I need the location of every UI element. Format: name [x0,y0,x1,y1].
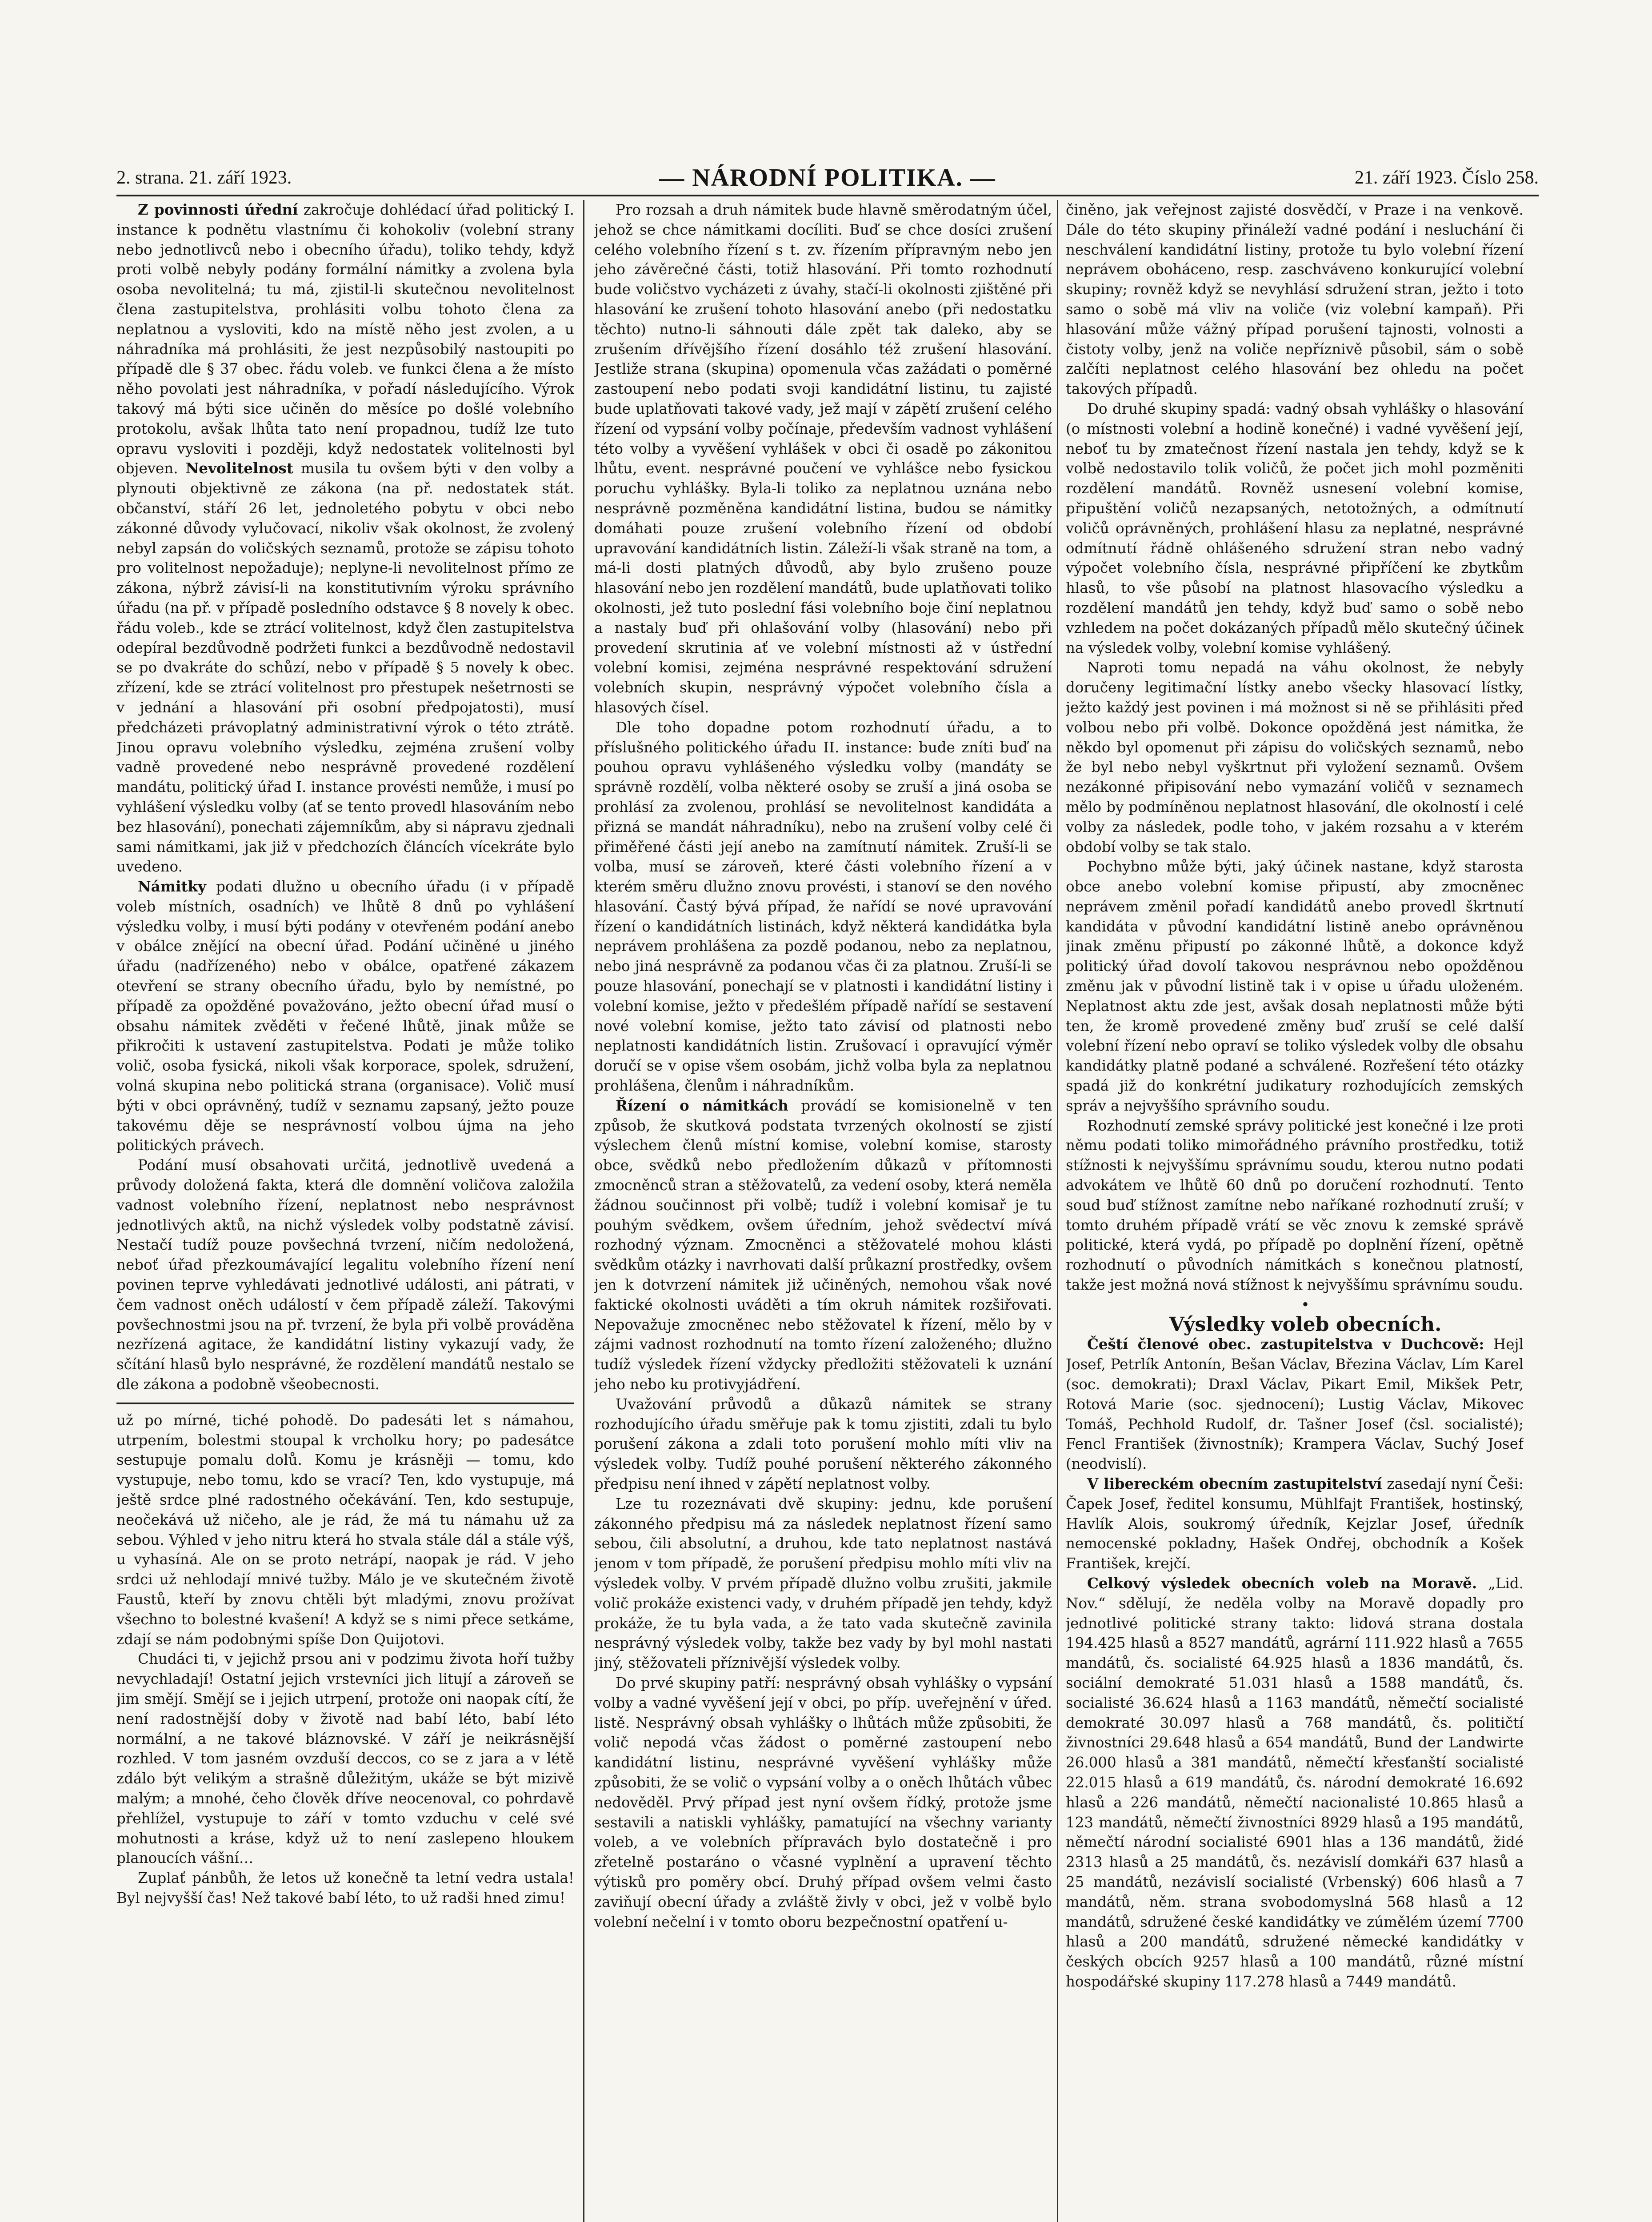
paragraph: Pochybno může býti, jaký účinek nastane, když starosta obce anebo volební komise připustí, aby zmocněnec neprávem změnil pořadí kandidátů anebo provedl škrtnutí kandidáta v původní kandidátní listině anebo oprávněnou jinak změnu připustí po zákonné lhůtě, a dokonce když politický úřad dovolí takovou nesprávnou nebo opožděnou změnu jak v původní listině tak i v opise u úřadu uloženém. Neplatnost aktu zde jest, avšak dosah neplatnosti může býti ten, že kromě provedené změny buď zruší se celé další volební řízení nebo opraví se toliko výsledek volby dle obsahu kandidátky platně podané a schválené. Rozřešení této otázky spadá již do konkrétní judikatury rozhodujících zemských správ a nejvyššího správního soudu. [1066,858,1524,1114]
page-number-date: 2. strana. 21. září 1923. [116,168,292,188]
lead-text: Z povinnosti úřední [138,201,298,218]
paragraph: Rozhodnutí zemské správy politické jest konečné i lze proti němu podati toliko mimořádného právního prostředku, totiž stížnosti k nejvyššímu správnímu soudu, kterou nutno podati advokátem ve lhůtě 60 dnů po doručení rozhodnutí. Tento soud buď stížnost zamítne nebo naříkané rozhodnutí zruší; v tomto druhém případě vrátí se věc znovu k zemské správě politické, která vydá, po případě po doplnění řízení, opětně rozhodnutí o původních námitkách s konečnou platností, takže jest možná nová stížnost k nejvyššímu správnímu soudu. [1066,1117,1524,1294]
paragraph-text: zakročuje dohlédací úřad politický I. instance k podnětu vlastnímu či kohokoliv (volební strany nebo jednotlivců nebo i obecního úřadu), toliko tehdy, když proti volbě nebyly podány formální námitky a zvolena byla osoba nevolitelná; tu má, zjistil-li skutečnou nevolitelnost člena zastupitelstva, prohlásiti volbu tohoto člena za neplatnou a vysloviti, kdo na místě něho jest zvolen, a u náhradníka má prohlásiti, že jest nezpůsobilý nastoupiti po případě dle § 37 obec. řádu voleb. ve funkci člena a že místo něho povolati jest náhradníka, v pořadí následujícího. Výrok takový má býti sice učiněn do měsíce po došlé volebního protokolu, avšak lhůta tato není propadnou, tudíž lze tuto opravu vysloviti i později, když nedostatek volitelnosti byl objeven. [116,201,574,477]
paragraph: Dle toho dopadne potom rozhodnutí úřadu, a to příslušného politického úřadu II. instance: bude zníti buď na pouhou opravu vyhlášeného výsledku volby (mandáty se správně rozdělí, volba některé osoby se zruší a jiná osoba se prohlásí za zvolenou, prohlásí se nevolitelnost kandidáta a přizná se mandát náhradníku), nebo na zrušení volby celé či přiměřené části její anebo na zamítnutí námitek. Zruší-li se volba, musí se zároveň, které části volebního řízení a v kterém směru dlužno znovu provésti, i stanoví se den nového hlasování. Častý bývá případ, že nařídí se nové upravování řízení o kandidátních listinách, když některá kandidátka byla neprávem prohlášena za pozdě podanou, nebo za neplatnou, nebo jiná nesprávně za podanou včas či za platnou. Zruší-li se pouze hlasování, ponechají se v platnosti i kandidátní listiny i volební komise, ježto v předešlém případě nařídí se sestavení nové volební komise, ježto tato závisí od platnosti nebo neplatnosti kandidátních listin. Zrušovací i opravující výměr doručí se v opise všem osobám, jichž volba byla za neplatnou prohlášena, členům i náhradníkům. [594,719,1052,1095]
paragraph [1066,1574,1524,1992]
feuilleton-paragraph: Zuplať pánbůh, že letos už konečně ta letní vedra ustala! Byl nejvyšší čas! Než takové babí léto, to už radši hned zimu! [116,1870,574,1906]
section-title: Výsledky voleb obecních. [1169,1313,1442,1336]
column-2 [594,200,1052,2222]
paragraph-text: Hejl Josef, Petrlík Antonín, Bešan Václav, Březina Václav, Lím Karel (soc. demokrati); Draxl Václav, Pikart Emil, Mikšek Petr, Rotová Marie (soc. sjednocení); Lustig Václav, Mikovec Tomáš, Pechhold Rudolf, dr. Tašner Josef (čsl. socialisté); Fencl František (živnostník); Krampera Václav, Suchý Josef (neodvislí). [1066,1336,1524,1473]
paragraph [594,1096,1052,1395]
issue-number: 21. září 1923. Číslo 258. [1354,168,1539,188]
newspaper-title: — NÁRODNÍ POLITIKA. — [659,164,996,192]
paragraph: Do druhé skupiny spadá: vadný obsah vyhlášky o hlasování (o místnosti volební a hodině konečné) i vadné vyvěšení její, neboť tu by zmatečnost řízení nastala jen tehdy, když se k volbě nedostavilo tolik voličů, že počet jich mohl pozměniti rozdělení mandátů. Rovněž usnesení volební komise, připuštění voličů nezapsaných, netotožných, a odmítnutí voličů oprávněných, prohlášení hlasu za neplatné, nesprávné odmítnutí řádně ohlášeného sdružení stran nebo vadný výpočet volebního čísla, nesprávné připříčení ke zbytkům hlasů, to vše působí na platnost hlasovacího výsledku a rozdělení mandátů jen tehdy, když buď samo o sobě nebo vzhledem na počet dokázaných případů mělo skutečný účinek na výsledek volby, volební komise vyhlášený. [1066,400,1524,656]
paragraph: Do prvé skupiny patří: nesprávný obsah vyhlášky o vypsání volby a vadné vyvěšení její v obci, po příp. uveřejnění v úřed. listě. Nesprávný obsah vyhlášky o lhůtách může způsobiti, že volič nepodá včas žádost o poměrné zastoupení nebo kandidátní listinu, nesprávné vyvěšení vyhlášky může způsobiti, že se volič o vypsání volby a o oněch lhůtách vůbec nedověděl. Prvý případ jest nyní ovšem řídký, protože jsme sestavili a natiskli vyhlášky, pamatující na všechny varianty voleb, a ve volebních přípravách bylo dostatečně i pro zřetelně postaráno o včasné vyplnění a upravení těchto výtisků pro poměry obcí. Druhý případ ovšem velmi často zaviňují obecní úřady a zvláště živly v obci, jež v volbě bylo volební nečelní i v tomto oboru bezpečnostní opatření u- [594,1674,1052,1930]
paragraph: Naproti tomu nepadá na váhu okolnost, že nebyly doručeny legitimační lístky anebo všecky hlasovací lístky, ježto každý jest povinen i má možnost si ně se přihlásiti před volbou nebo při volbě. Dokonce opožděná jest námitka, že někdo byl opomenut při zápisu do voličských seznamů, nebo že byl nebo nebyl vyškrtnut při vyložení seznamů. Ovšem nezákonné připisování nebo vymazání voličů v seznamech mělo by podmíněnou neplatnost hlasování, dle okolností i celé volby za následek, podle toho, v jakém rozsahu a v kterém období volby se tak stalo. [1066,659,1524,855]
lead-text: Celkový výsledek obecních voleb na Moravě. [1087,1574,1477,1592]
column-divider-1 [583,200,584,2222]
paragraph-text: „Lid. Nov.“ sdělují, že neděla volby na Moravě dopadly pro jednotlivé politické strany takto: lidová strana dostala 194.425 hlasů a 8527 mandátů, agrární 111.922 hlasů a 7655 mandátů, čs. socialisté 64.925 hlasů a 1836 mandátů, čs. sociální demokraté 51.031 hlasů a 1588 mandátů, čs. socialisté 36.624 hlasů a 1163 mandátů, němečtí socialisté demokraté 30.097 hlasů a 768 mandátů, čs. političtí živnostníci 29.648 hlasů a 654 mandátů, Bund der Landwirte 26.000 hlasů a 381 mandátů, němečtí křesťanští socialisté 22.015 hlasů a 619 mandátů, čs. národní demokraté 16.692 hlasů a 226 mandátů, němečtí nacionalisté 10.865 hlasů a 123 mandátů, němečtí živnostníci 8929 hlasů a 195 mandátů, němečtí národní socialisté 6901 hlas a 136 mandátů, židé 2313 hlasů a 25 mandátů, čs. nezávislí domkáři 637 hlasů a 25 mandátů, nezávislí socialisté (Vrbenský) 606 hlasů a 7 mandátů, něm. strana svobodomyslná 568 hlasů a 12 mandátů, sdružené české kandidátky ve zúmělém území 7700 hlasů a 200 mandátů, sdružené německé kandidátky v českých obcích 9257 hlasů a 100 mandátů, různé místní hospodářské skupiny 117.278 hlasů a 7449 mandátů. [1066,1575,1524,1990]
feuilleton-separator [116,1403,574,1404]
header-rule [116,195,1539,196]
column-1 [116,200,574,2222]
paragraph [1066,1474,1524,1574]
feuilleton-paragraph: Chudáci ti, v jejichž prsou ani v podzimu života hoří tužby nevychladají! Ostatní jejich vrstevníci jich litují a zároveň se jim smějí. Smějí se i jejich utrpení, protože oni naopak cítí, že není radostnější doby v životě nad babí léto, babí léto normální, a ne takové bláznovské. V září je neikrásnější rozhled. V tom jasném ovzduší deccos, co se z jara a v létě zdálo být velikým a strašně důležitým, ukáže se být mizivě malým; a mnohé, čeho člověk dříve neocenoval, co pohrdavě přehlížel, vystupuje to září v tomto vzduchu v celé své mohutnosti a kráse, když už to není zaslepeno hloukem planoucích vášní… [116,1651,574,1867]
paragraph-text: podati dlužno u obecního úřadu (i v případě voleb místních, osadních) ve lhůtě 8 dnů po vyhlášení výsledku volby, i musí býti podány v otevřeném podání anebo v obálce znějící na obecní úřad. Podání učiněné u jiného úřadu (nadřízeného) nebo v obálce, opatřené zákazem otevření se strany obecního úřadu, bylo by nemístné, po případě za opožděné považováno, ježto obecní úřad musí o obsahu námitek zvěděti v řečené lhůtě, jinak může se přikročiti k ustavení zastupitelstva. Podati je může toliko volič, osoba fysická, nikoli však korporace, spolek, sdružení, volná skupina nebo politická strana (organisace). Volič musí býti v obci oprávněný, tudíž v seznamu zapsaný, ježto pouze takovému děje se nesprávností volbou újma na jeho politických právech. [116,878,574,1154]
column-3 [1066,200,1524,2222]
lead-text: Řízení o námitkách [616,1096,788,1114]
paragraph [1066,1335,1524,1474]
paragraph: činěno, jak veřejnost zajisté dosvědčí, v Praze i na venkově. Dále do této skupiny přináleží vadné podání i nesluchání či neschválení kandidátní listiny, protože tu bylo volební řízení neprávem oboháceno, resp. zaschváveno konkurující volební skupiny; rovněž když se nevyhlásí sdružení stran, ježto i toto samo o sobě má vliv na voliče (viz volební kampaň). Při hlasování může vážný případ porušení tajnosti, volnosti a čistoty volby, jenž na voliče nepříznivě působil, sám o sobě zalčíti neplatnost celého hlasování bez ohledu na počet takových případů. [1066,201,1524,398]
paragraph-text: zasedají nyní Češi: Čapek Josef, ředitel konsumu, Mühlfajt František, hostinský, Havlík Alois, soukromý úředník, Kejzlar Josef, úředník nemocenské pokladny, Hašek Ondřej, obchodník a Košek František, krejčí. [1066,1475,1524,1572]
paragraph-text: musila tu ovšem býti v den volby a plynouti objektivně ze zákona (na př. nedostatek stát. občanství, stáří 26 let, jednoletého pobytu v obci nebo zákonné důvody vylučovací, nikoliv však okolnost, že zvolený nebyl zapsán do voličských seznamů, protože se zápisu tohoto pro volitelnost nepožaduje); neplyne-li nevolitelnost přímo ze zákona, nýbrž závisí-li na konstitutivním výroku správního úřadu (na př. v případě posledního odstavce § 8 novely k obec. řádu voleb., kde se ztrácí volitelnost, když člen zastupitelstva odepíral bezdůvodně podržeti funkci a bezdůvodně nedostavil se po dvakráte do schůzí, nebo v případě § 5 novely k obec. zřízení, kde se ztrácí volitelnost pro přestupek nešetrnosti se v jednání a hlasování při osobní předpojatosti), musí předcházeti právoplatný administrativní výrok o této ztrátě. Jinou opravu volebního výsledku, zejména zrušení volby vadně provedené nebo nesprávně provedené rozdělení mandátu, politický úřad I. instance provésti nemůže, i musí po vyhlášení výsledku volby (ať se tento provedl hlasováním nebo bez hlasování), ponechati zájemníkům, aby si nápravu zjednali sami námitkami, jak již v předchozích článcích vícekráte bylo uvedeno. [116,460,574,875]
page-header [116,164,1539,195]
lead-text: V libereckém obecním zastupitelství [1087,1475,1382,1492]
feuilleton-paragraph: už po mírné, tiché pohodě. Do padesáti let s námahou, utrpením, bolestmi stoupal k vrcholku hory; po padesátce sestupuje pomalu dolů. Komu je krásněji — tomu, kdo vystupuje, nebo tomu, kdo se vrací? Ten, kdo vystupuje, má ještě srdce plné radostného očekávání. Ten, kdo sestupuje, neočekává už ničeho, ale je rád, že má tu námahu už za sebou. Výhled v jeho nitru která ho stvala stále dál a stále výš, u vyhasíná. Ale on se proto netrápí, naopak je rád. V jeho srdci už nehlodají mnivé tužby. Málo je ve skutečném životě Faustů, kteří by znovu chtěli být mladými, znovu prožívat všechno to bolestné kvašení! A když se s nimi přece setkáme, zdají se nám podobnými spíše Don Quijotovi. [116,1411,574,1648]
paragraph [116,877,574,1155]
paragraph-text: provádí se komisionelně v ten způsob, že skutková podstata tvrzených okolností se zjistí výslechem členů místní komise, volební komise, starosty obce, svědků nebo předložením důkazů v přítomnosti zmocněnců stran a stěžovatelů, za vedení osoby, která neměla žádnou součinnost při volbě; tudíž i volební komisař je tu pouhým svědkem, ovšem úředním, jehož svědectví mívá rozhodný význam. Zmocněnci a stěžovatelé mohou klásti svědkům otázky i navrhovati další průkazní prostředky, ovšem jen k dotvrzení námitek již učiněných, nemohou však nové faktické okolnosti uváděti a tím okruh námitek rozšiřovati. Nepovažuje zmocněnec nebo stěžovatel k řízení, mělo by v zájmi vadnost rozhodnutí na tomto řízení založeného; dlužno tudíž výsledek řízení vždycky předložiti stěžovateli k uznání jeho nebo ku protivyjádření. [594,1097,1052,1393]
separator-dot: • [1301,1296,1310,1313]
paragraph: Uvažování průvodů a důkazů námitek se strany rozhodujícího úřadu směřuje pak k tomu zjistiti, zdali tu bylo porušení zákona a zdali toto porušení mohlo míti vliv na výsledek volby. Tudíž pouhé porušení některého zákonného předpisu není ihned v zápětí neplatnost volby. [594,1395,1052,1492]
paragraph: Lze tu rozeznávati dvě skupiny: jednu, kde porušení zákonného předpisu má za následek neplatnost řízení samo sebou, čili absolutní, a druhou, kde tato neplatnost nastává jenom v tom případě, že porušení předpisu mohlo míti vliv na výsledek volby. V prvém případě dlužno volbu zrušiti, jakmile volič prokáže existenci vady, v druhém případě jen tehdy, když prokáže, že tu byla vada, a že tato vada skutečně zavinila nesprávný výsledek volby, takže bez vady by byl mohl nastati jiný, stěžovateli příznivější výsledek volby. [594,1495,1052,1672]
lead-text: Nevolitelnost [185,460,293,477]
paragraph [116,200,574,877]
paragraph: Pro rozsah a druh námitek bude hlavně směrodatným účel, jehož se chce námitkami docíliti. Buď se chce dosíci zrušení celého volebního řízení s t. zv. řízením přípravným nebo jen jeho závěrečné části, totiž hlasování. Při tomto rozhodnutí bude voličstvo vycházeti z úvahy, stačí-li okolnosti zjištěné při hlasování ke zrušení tohoto hlasování anebo (při nedostatku těchto) nutno-li sáhnouti dále zpět tak daleko, aby se zrušením dřívějšího řízení dosáhlo též zrušení hlasování. Jestliže strana (skupina) opomenula včas zažádati o poměrné zastoupení nebo podati svoji kandidátní listinu, tu zajisté bude uplatňovati takové vady, jež mají v zápětí zrušení celého řízení od vypsání volby počínaje, především vadnost vyhlášení této volby a vyvěšení vyhlášek v obci či osadě po zákonitou lhůtu, event. nesprávné poučení ve vyhlášce nebo fysickou poruchu vyhlášky. Byla-li toliko za neplatnou uznána nebo nesprávně pozměněna kandidátní listina, budou se námitky domáhati pouze zrušení volebního řízení od období upravování kandidátních listin. Záleží-li však straně na tom, a má-li dosti platných důvodů, aby bylo zrušeno pouze hlasování nebo jen rozdělení mandátů, bude uplatňovati toliko okolnosti, jež tuto poslední fási volebního boje činí neplatnou a nastaly buď při ohlašování volby (hlasování) nebo při provedení skrutinia ať ve volební místnosti až v ústřední volební komisi, zejména nesprávné respektování sdružení volebních skupin, nesprávný výpočet volebního čísla a hlasových čísel. [594,201,1052,716]
lead-text: Čeští členové obec. zastupitelstva v Duchcově: [1087,1335,1484,1353]
lead-text: Námitky [138,878,206,895]
paragraph: Podání musí obsahovati určitá, jednotlivě uvedená a průvody doložená fakta, která dle domnění voličova založila vadnost volebního řízení, neplatnost nebo nesprávnost jednotlivých aktů, na nichž výsledek volby podstatně závisí. Nestačí tudíž pouze povšechná tvrzení, ničím nedoložená, neboť úřad přezkoumávající legalitu volebního řízení není povinen teprve vyhledávati jednotlivé události, ani pátrati, v čem vadnost oněch událostí v čem případě záleží. Takovými povšechnostmi jsou na př. tvrzení, že byla při volbě prováděna nezřízená agitace, že kandidátní listiny vykazují vady, že sčítání hlasů bylo nesprávné, že rozdělení mandátů nestalo se dle zákona a podobně všeobecnosti. [116,1157,574,1393]
column-divider-2 [1057,200,1058,2222]
